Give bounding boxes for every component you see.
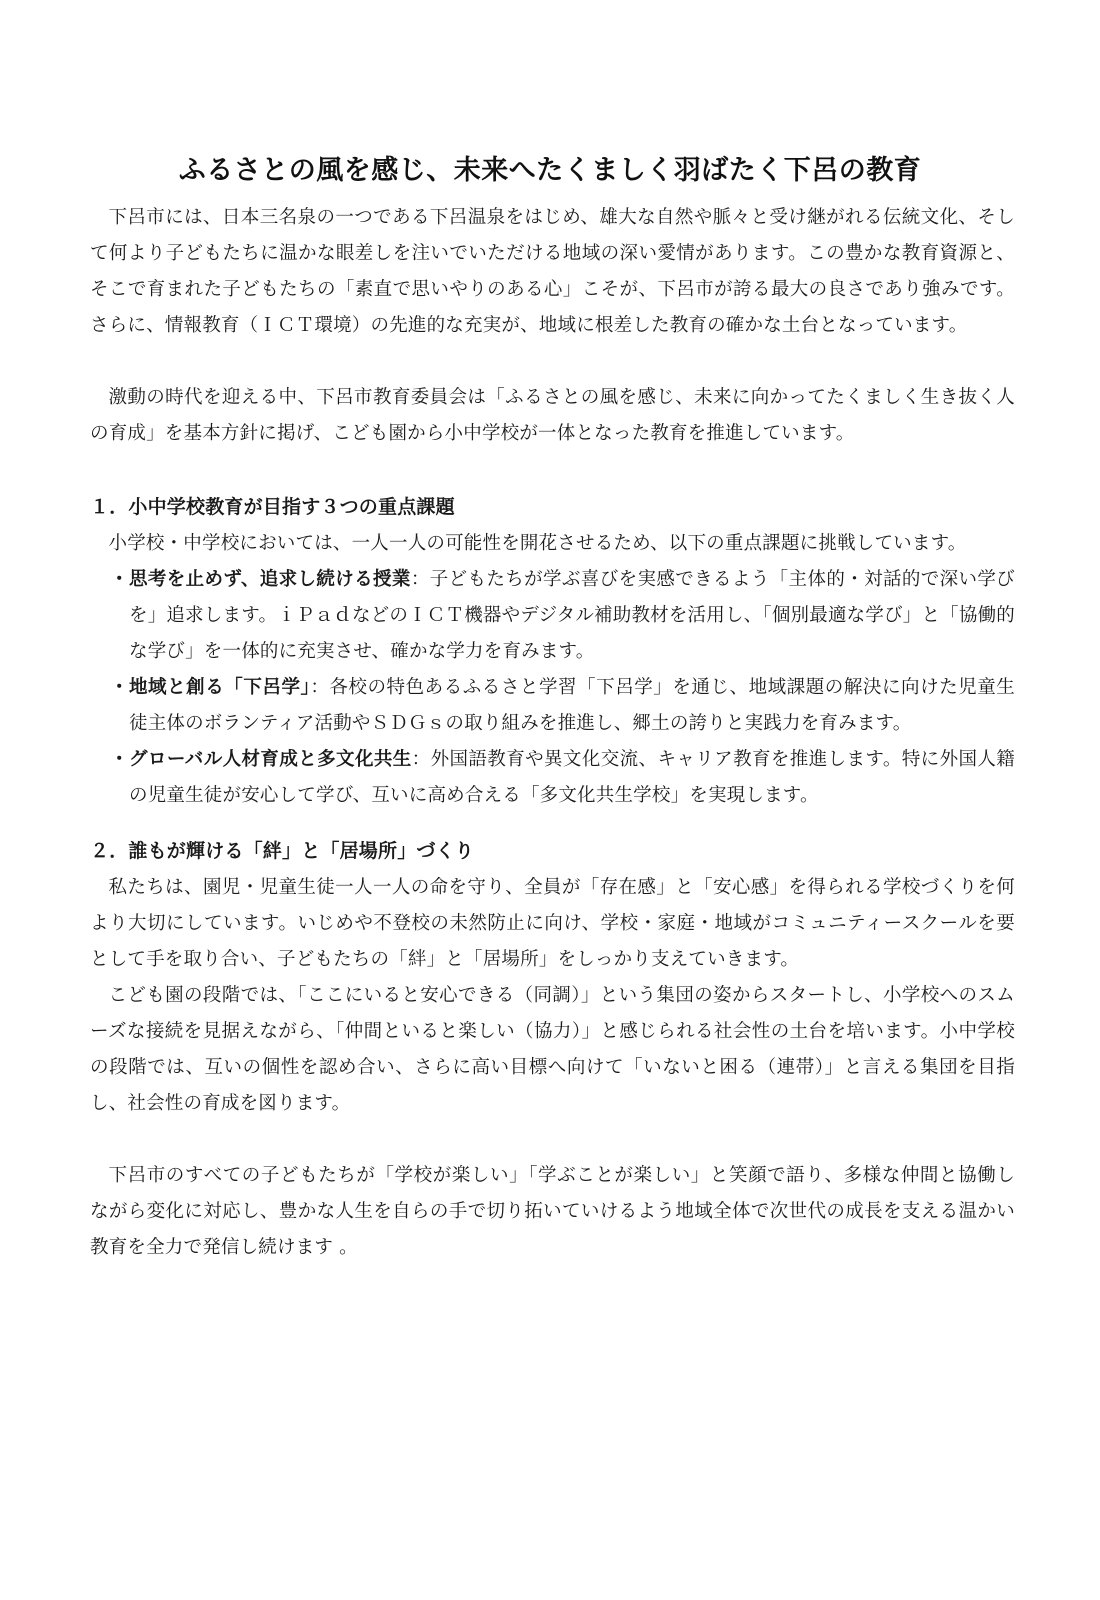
section-gap — [90, 452, 1015, 488]
bullet-text: ：子どもたちが学ぶ喜びを実感できるよう「主体的・対話的で深い学びを」追求します。ｉＰａｄなどのＩＣＴ機器やデジタル補助教材を活用し、「個別最適な学び」と「協働的な学び」を一体的に充実させ、確かな学力を育みます。 — [129, 569, 1016, 662]
bullet-mark: ・ — [110, 569, 129, 590]
list-item — [90, 742, 1015, 814]
paragraph-gap — [90, 344, 1015, 380]
intro-paragraph-2: 激動の時代を迎える中、下呂市教育委員会は「ふるさとの風を感じ、未来に向かってたくましく生き抜く人の育成」を基本方針に掲げ、こども園から小中学校が一体となった教育を推進しています。 — [90, 387, 1015, 444]
bullet-title: 思考を止めず、追求し続ける授業 — [129, 569, 411, 590]
document-title: ふるさとの風を感じ、未来へたくましく羽ばたく下呂の教育 — [178, 155, 922, 186]
section1-lead: 小学校・中学校においては、一人一人の可能性を開花させるため、以下の重点課題に挑戦しています。 — [108, 533, 967, 554]
section2-paragraph-2: こども園の段階では、「ここにいると安心できる（同調）」という集団の姿からスタートし、小学校へのスムーズな接続を見据えながら、「仲間といると楽しい（協力）」と感じられる社会性の土台を培います。小中学校の段階では、互いの個性を認め合い、さらに高い目標へ向けて「いないと困る（連帯）」と言える集団を目指し、社会性の育成を図ります。 — [90, 985, 1015, 1114]
bullet-title: グローバル人材育成と多文化共生 — [129, 749, 412, 770]
section1-bullet-list — [90, 562, 1015, 814]
bullet-mark: ・ — [110, 677, 129, 698]
bullet-title: 地域と創る「下呂学」 — [129, 677, 311, 698]
intro-paragraph-1: 下呂市には、日本三名泉の一つである下呂温泉をはじめ、雄大な自然や脈々と受け継がれる伝統文化、そして何より子どもたちに温かな眼差しを注いでいただける地域の深い愛情があります。この豊かな教育資源と、そこで育まれた子どもたちの「素直で思いやりのある心」こそが、下呂市が誇る最大の良さであり強みです。さらに、情報教育（ＩＣＴ環境）の先進的な充実が、地域に根差した教育の確かな土台となっています。 — [90, 207, 1015, 336]
bullet-mark: ・ — [110, 749, 129, 770]
section-gap — [90, 814, 1015, 832]
closing-paragraph: 下呂市のすべての子どもたちが「学校が楽しい」「学ぶことが楽しい」と笑顔で語り、多様な仲間と協働しながら変化に対応し、豊かな人生を自らの手で切り拓いていけるよう地域全体で次世代の成長を支える温かい教育を全力で発信し続けます 。 — [90, 1165, 1015, 1258]
list-item — [90, 670, 1015, 742]
bullet-text: ：各校の特色あるふるさと学習「下呂学」を通じ、地域課題の解決に向けた児童生徒主体のボランティア活動やＳＤＧｓの取り組みを推進し、郷土の誇りと実践力を育みます。 — [129, 677, 1015, 734]
section2-heading: ２．誰もが輝ける「絆」と「居場所」づくり — [90, 840, 475, 862]
section2-paragraph-1: 私たちは、園児・児童生徒一人一人の命を守り、全員が「存在感」と「安心感」を得られる学校づくりを何より大切にしています。いじめや不登校の未然防止に向け、学校・家庭・地域がコミュニティースクールを要として手を取り合い、子どもたちの「絆」と「居場所」をしっかり支えていきます。 — [90, 877, 1015, 970]
section1-heading: １．小中学校教育が目指す３つの重点課題 — [90, 496, 455, 518]
bullet-text: ：外国語教育や異文化交流、キャリア教育を推進します。特に外国人籍の児童生徒が安心して学び、互いに高め合える「多文化共生学校」を実現します。 — [129, 749, 1015, 806]
document-body — [90, 200, 1015, 1266]
list-item — [90, 562, 1015, 670]
section-gap — [90, 1122, 1015, 1158]
